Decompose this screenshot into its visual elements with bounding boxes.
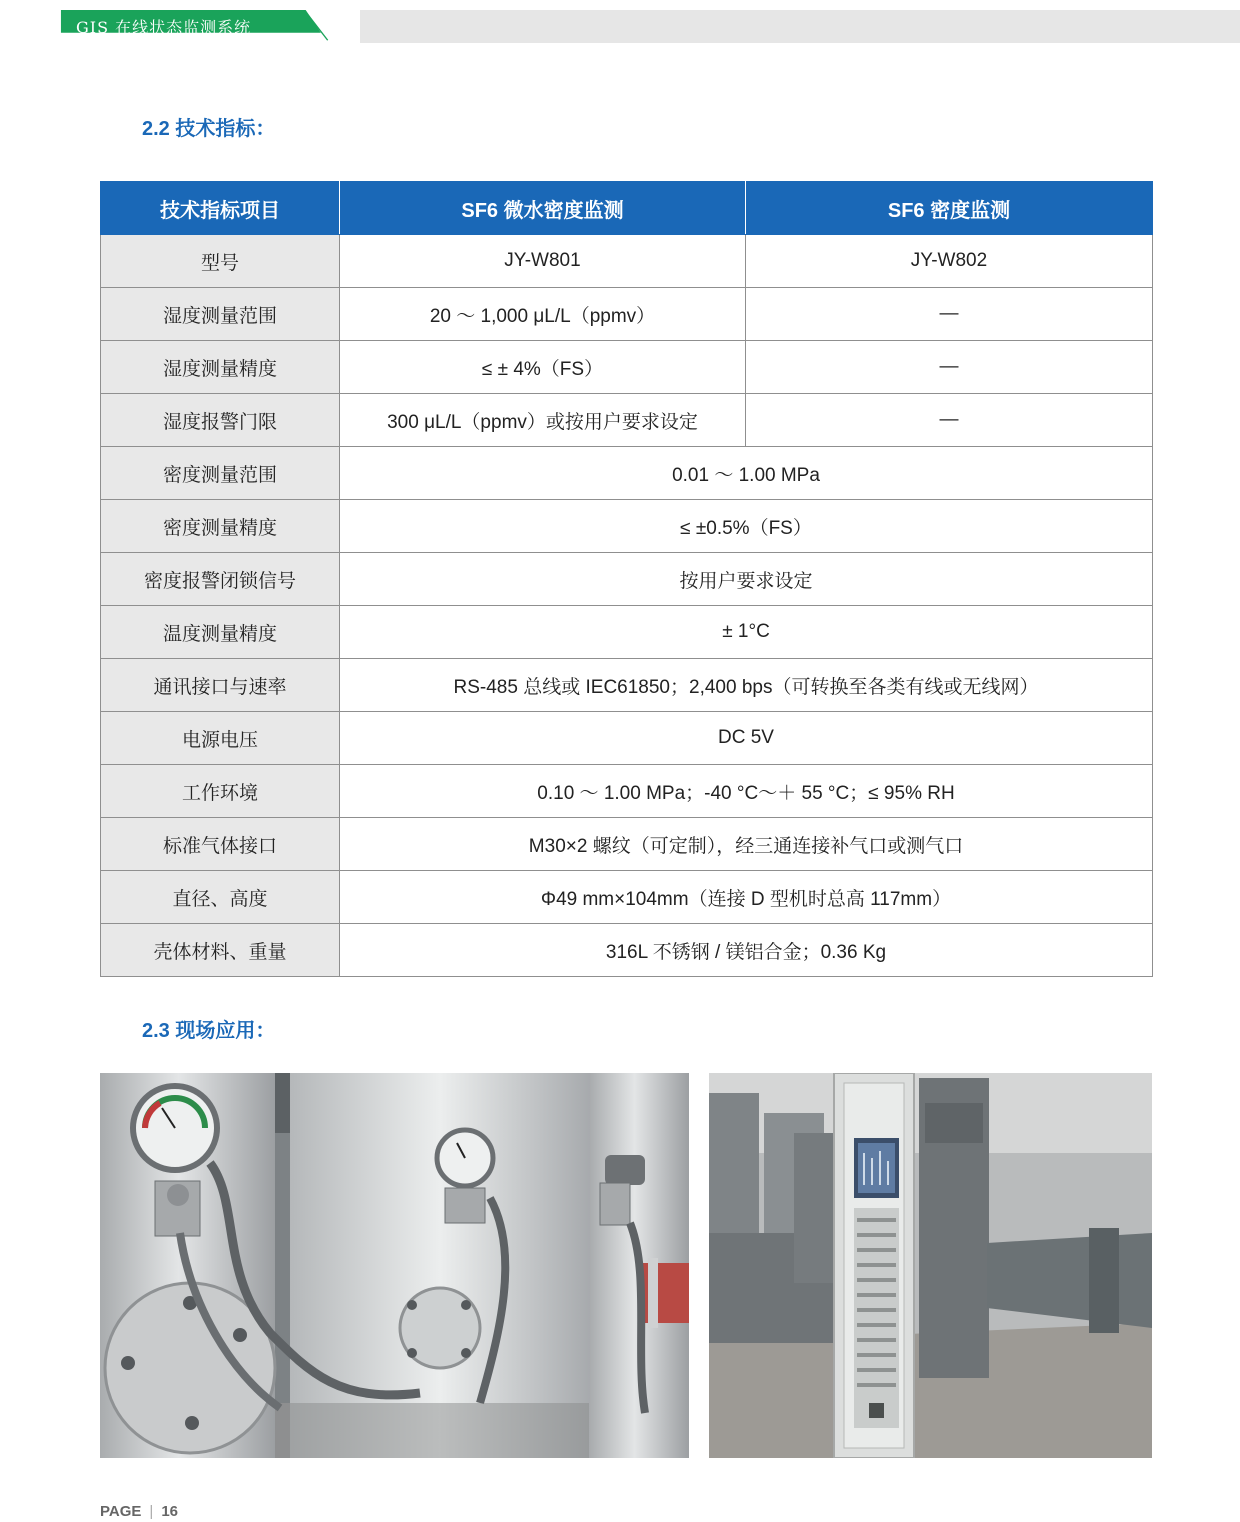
spec-density-value-cell: — <box>746 341 1153 394</box>
spec-item-cell: 电源电压 <box>101 712 340 765</box>
spec-item-cell: 湿度测量精度 <box>101 341 340 394</box>
table-row <box>101 341 1153 394</box>
spec-item-cell: 温度测量精度 <box>101 606 340 659</box>
spec-shared-value-cell: DC 5V <box>340 712 1153 765</box>
spec-shared-value-cell: RS-485 总线或 IEC61850；2,400 bps（可转换至各类有线或无线网） <box>340 659 1153 712</box>
spec-item-cell: 标准气体接口 <box>101 818 340 871</box>
spec-item-cell: 密度测量范围 <box>101 447 340 500</box>
table-row <box>101 235 1153 288</box>
spec-item-cell: 壳体材料、重量 <box>101 924 340 977</box>
table-row <box>101 500 1153 553</box>
spec-shared-value-cell: ± 1°C <box>340 606 1153 659</box>
table-row <box>101 394 1153 447</box>
spec-density-value-cell: JY-W802 <box>746 235 1153 288</box>
spec-table <box>100 181 1153 977</box>
spec-shared-value-cell: 0.10 ～ 1.00 MPa；-40 °C～＋ 55 °C；≤ 95% RH <box>340 765 1153 818</box>
spec-moisture-density-value-cell: 300 μL/L（ppmv）或按用户要求设定 <box>340 394 746 447</box>
page-footer <box>100 1502 178 1522</box>
table-row <box>101 288 1153 341</box>
table-row <box>101 447 1153 500</box>
table-row <box>101 659 1153 712</box>
spec-shared-value-cell: Φ49 mm×104mm（连接 D 型机时总高 117mm） <box>340 871 1153 924</box>
spec-moisture-density-value-cell: ≤ ± 4%（FS） <box>340 341 746 394</box>
spec-item-cell: 通讯接口与速率 <box>101 659 340 712</box>
field-photo-gauges <box>100 1073 689 1458</box>
spec-shared-value-cell: 316L 不锈钢 / 镁铝合金；0.36 Kg <box>340 924 1153 977</box>
footer-label: PAGE <box>100 1503 142 1520</box>
table-row <box>101 818 1153 871</box>
spec-item-cell: 工作环境 <box>101 765 340 818</box>
table-row <box>101 606 1153 659</box>
spec-item-cell: 湿度测量范围 <box>101 288 340 341</box>
page-number: 16 <box>161 1503 178 1520</box>
spec-item-cell: 湿度报警门限 <box>101 394 340 447</box>
footer-separator: | <box>149 1503 154 1520</box>
table-row <box>101 924 1153 977</box>
spec-item-cell: 型号 <box>101 235 340 288</box>
table-row <box>101 553 1153 606</box>
header-moisture-density: SF6 微水密度监测 <box>340 182 746 235</box>
spec-shared-value-cell: 按用户要求设定 <box>340 553 1153 606</box>
header-density: SF6 密度监测 <box>746 182 1153 235</box>
table-row <box>101 765 1153 818</box>
field-photo-cabinet <box>709 1073 1152 1458</box>
spec-shared-value-cell: 0.01 ～ 1.00 MPa <box>340 447 1153 500</box>
spec-shared-value-cell: M30×2 螺纹（可定制），经三通连接补气口或测气口 <box>340 818 1153 871</box>
spec-moisture-density-value-cell: JY-W801 <box>340 235 746 288</box>
header-item: 技术指标项目 <box>101 182 340 235</box>
header-bar <box>360 10 1240 43</box>
application-heading: 2.3 现场应用： <box>142 1020 276 1042</box>
spec-density-value-cell: — <box>746 394 1153 447</box>
spec-item-cell: 直径、高度 <box>101 871 340 924</box>
spec-item-cell: 密度报警闭锁信号 <box>101 553 340 606</box>
table-header-row <box>101 182 1153 235</box>
spec-item-cell: 密度测量精度 <box>101 500 340 553</box>
table-row <box>101 871 1153 924</box>
spec-table-body <box>101 235 1153 977</box>
spec-density-value-cell: — <box>746 288 1153 341</box>
spec-shared-value-cell: ≤ ±0.5%（FS） <box>340 500 1153 553</box>
table-row <box>101 712 1153 765</box>
document-title: GIS 在线状态监测系统 <box>76 18 252 37</box>
spec-moisture-density-value-cell: 20 ～ 1,000 μL/L（ppmv） <box>340 288 746 341</box>
specs-heading: 2.2 技术指标： <box>142 118 276 140</box>
